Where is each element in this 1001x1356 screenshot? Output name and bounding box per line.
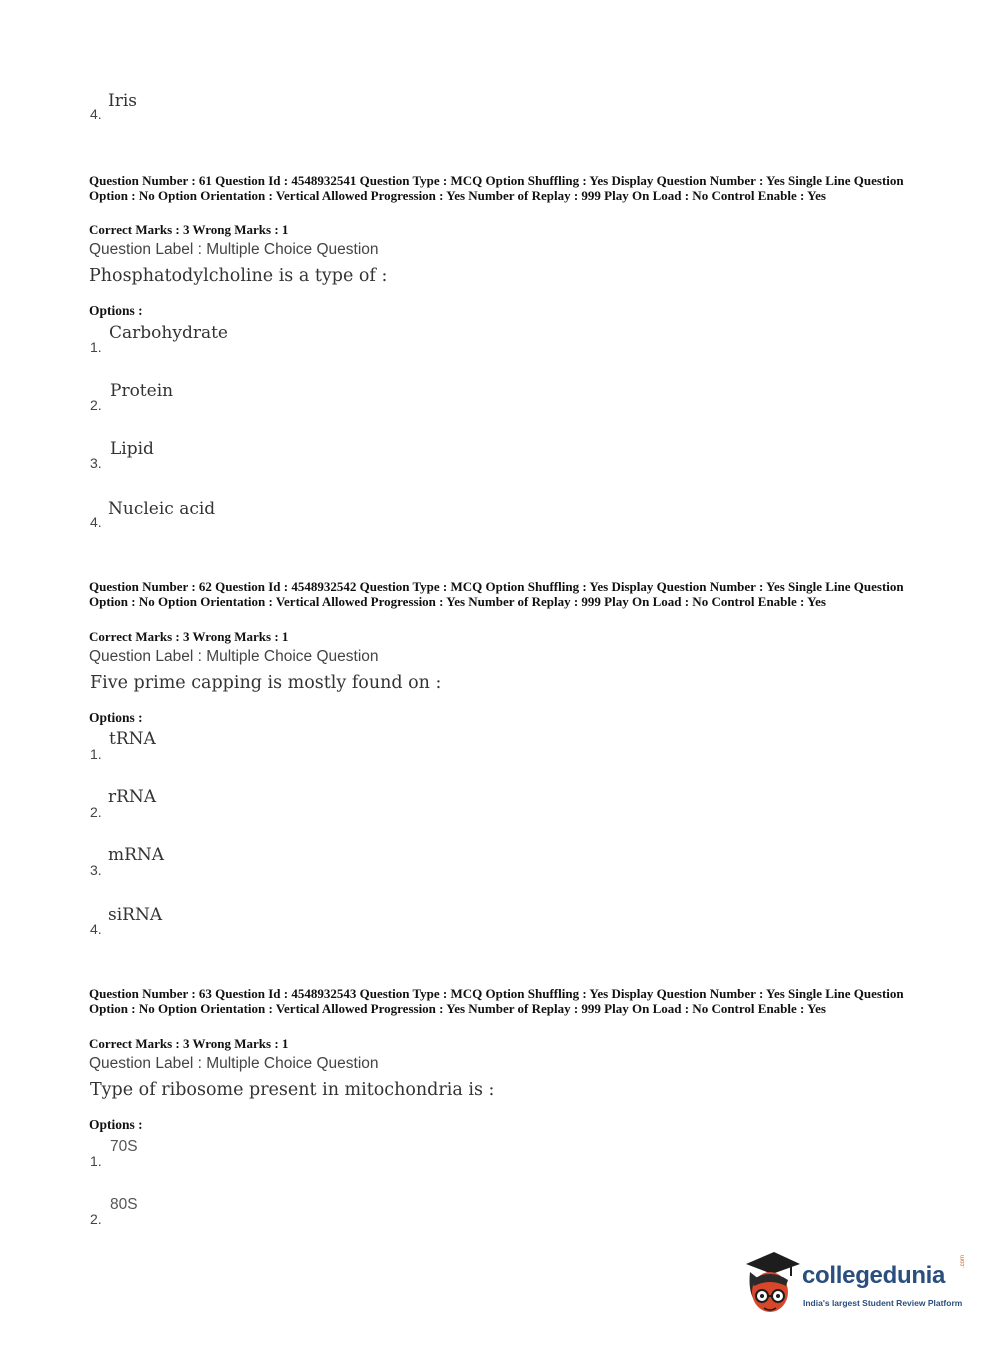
option-number: 4. (90, 106, 102, 122)
collegedunia-logo (740, 1250, 970, 1320)
option-number: 1. (90, 746, 102, 762)
option-text: mRNA (108, 845, 165, 865)
question-marks: Correct Marks : 3 Wrong Marks : 1 (89, 1036, 289, 1051)
options-heading: Options : (89, 710, 143, 725)
question-marks: Correct Marks : 3 Wrong Marks : 1 (89, 222, 289, 237)
option-number: 2. (90, 397, 102, 413)
question-text: Phosphatodylcholine is a type of : (89, 266, 388, 286)
option-text: Carbohydrate (109, 323, 228, 343)
option-text: 80S (110, 1196, 138, 1213)
option-text: Lipid (110, 439, 154, 459)
option-text: tRNA (109, 729, 156, 749)
logo-wordmark: collegedunia (802, 1262, 946, 1289)
option-number: 4. (90, 514, 102, 530)
question-label: Question Label : Multiple Choice Question (89, 648, 379, 665)
option-number: 1. (90, 339, 102, 355)
question-meta: Question Number : 61 Question Id : 4548932541 Question Type : MCQ Option Shuffling : Yes Display Question Number : Yes Single Line Question Option : No Option Orientation : Vertical Allowed Progression : Yes Number of Replay : 999 Play On Load : No Control Enable : Yes (89, 173, 904, 203)
option-number: 3. (90, 862, 102, 878)
logo-tagline: India's largest Student Review Platform (803, 1298, 963, 1308)
option-text: Nucleic acid (108, 499, 216, 519)
option-text: rRNA (108, 787, 157, 807)
option-number: 4. (90, 921, 102, 937)
options-heading: Options : (89, 303, 143, 318)
question-label: Question Label : Multiple Choice Question (89, 241, 379, 258)
mascot-icon (740, 1250, 802, 1318)
option-number: 1. (90, 1153, 102, 1169)
question-label: Question Label : Multiple Choice Question (89, 1055, 379, 1072)
option-text: Iris (108, 91, 138, 111)
option-text: siRNA (108, 905, 163, 925)
question-text: Five prime capping is mostly found on : (90, 673, 442, 693)
question-meta: Question Number : 63 Question Id : 4548932543 Question Type : MCQ Option Shuffling : Yes Display Question Number : Yes Single Line Question Option : No Option Orientation : Vertical Allowed Progression : Yes Number of Replay : 999 Play On Load : No Control Enable : Yes (89, 986, 904, 1016)
logo-suffix: .com (960, 1254, 966, 1268)
option-number: 2. (90, 1211, 102, 1227)
option-number: 3. (90, 455, 102, 471)
question-meta: Question Number : 62 Question Id : 4548932542 Question Type : MCQ Option Shuffling : Yes Display Question Number : Yes Single Line Question Option : No Option Orientation : Vertical Allowed Progression : Yes Number of Replay : 999 Play On Load : No Control Enable : Yes (89, 579, 904, 609)
option-text: 70S (110, 1138, 138, 1155)
option-number: 2. (90, 804, 102, 820)
options-heading: Options : (89, 1117, 143, 1132)
option-text: Protein (110, 381, 174, 401)
question-text: Type of ribosome present in mitochondria is : (90, 1080, 495, 1100)
question-marks: Correct Marks : 3 Wrong Marks : 1 (89, 629, 289, 644)
